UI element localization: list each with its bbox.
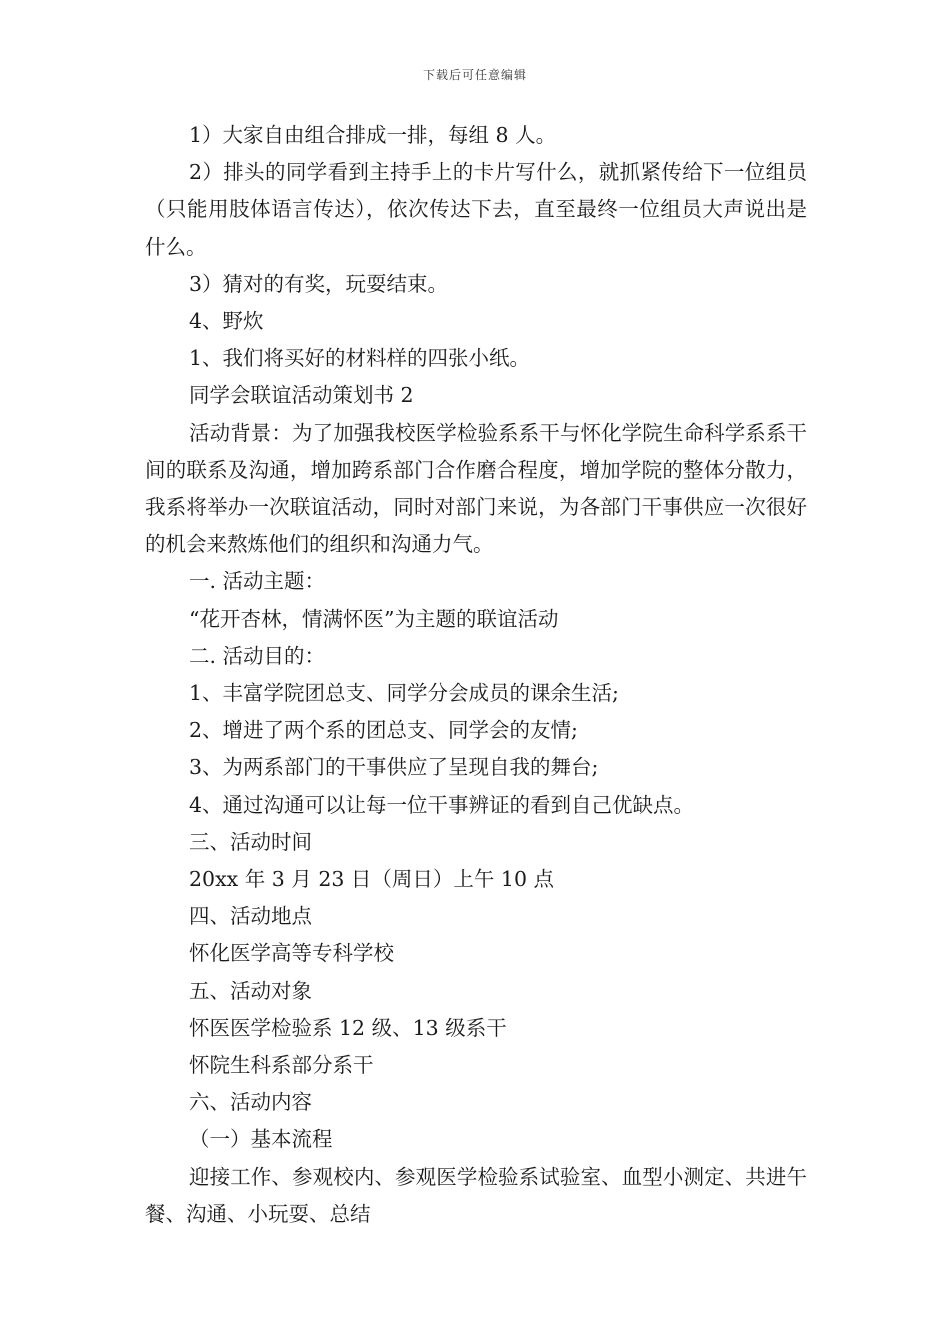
paragraph: 3）猜对的有奖，玩耍结束。 xyxy=(189,271,449,296)
list-item: 2、增进了两个系的团总支、同学会的友情; xyxy=(189,718,578,743)
document-body xyxy=(145,117,807,1233)
paragraph: 1）大家自由组合排成一排，每组 8 人。 xyxy=(189,123,557,147)
list-item: 4、通过沟通可以让每一位干事辨证的看到自己优缺点。 xyxy=(189,792,695,817)
paragraph: 1、我们将买好的材料样的四张小纸。 xyxy=(189,346,531,371)
heading: 二. 活动目的： xyxy=(189,643,326,668)
header-note: 下载后可任意编辑 xyxy=(422,68,527,82)
heading: 四、活动地点 xyxy=(189,904,312,929)
heading: 五、活动对象 xyxy=(189,978,312,1003)
paragraph: “花开杏林，情满怀医”为主题的联谊活动 xyxy=(189,606,559,631)
list-item: 1、丰富学院团总支、同学分会成员的课余生活; xyxy=(189,681,619,706)
paragraph: 活动背景：为了加强我校医学检验系系干与怀化学院生命科学系系干间的联系及沟通，增加跨系部门合作磨合程度，增加学院的整体分散力，我系将举办一次联谊活动，同时对部门来说，为各部门干事供应一次很好的机会来熬炼他们的组织和沟通力气。 xyxy=(145,420,807,557)
paragraph: 怀化医学高等专科学校 xyxy=(189,941,394,966)
paragraph: 怀医医学检验系 12 级、13 级系干 xyxy=(189,1015,507,1040)
paragraph: 怀院生科系部分系干 xyxy=(189,1053,374,1078)
heading: 六、活动内容 xyxy=(189,1090,312,1115)
heading: 三、活动时间 xyxy=(189,829,312,854)
paragraph: 4、野炊 xyxy=(189,309,264,334)
paragraph: 迎接工作、参观校内、参观医学检验系试验室、血型小测定、共进午餐、沟通、小玩耍、总结 xyxy=(145,1164,807,1226)
paragraph: 2）排头的同学看到主持手上的卡片写什么，就抓紧传给下一位组员（只能用肢体语言传达），依次传达下去，直至最终一位组员大声说出是什么。 xyxy=(145,160,807,259)
section-title: 同学会联谊活动策划书 2 xyxy=(189,383,414,408)
heading: 一. 活动主题： xyxy=(189,569,326,594)
list-item: 3、为两系部门的干事供应了呈现自我的舞台; xyxy=(189,755,599,780)
subheading: （一）基本流程 xyxy=(189,1127,333,1152)
paragraph: 20xx 年 3 月 23 日（周日）上午 10 点 xyxy=(189,867,555,892)
